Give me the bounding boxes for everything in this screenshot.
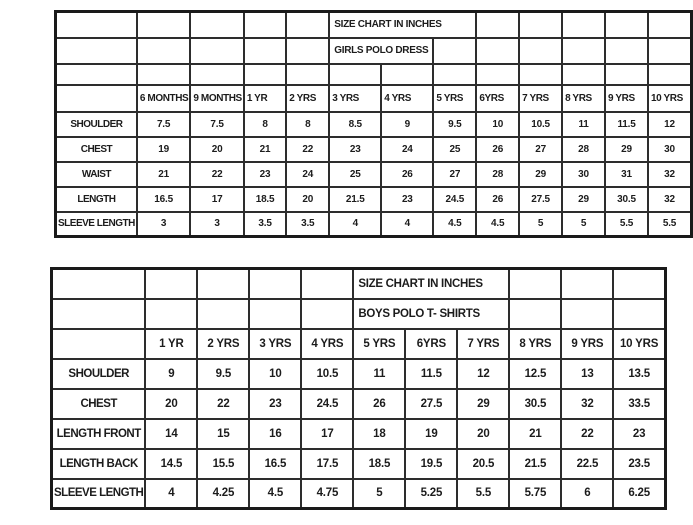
column-header: 2 YRS xyxy=(286,85,329,112)
size-value-cell: 4.25 xyxy=(197,479,249,509)
size-value-cell: 3.5 xyxy=(286,212,329,237)
size-value-cell: 5 xyxy=(562,212,605,237)
size-value-cell: 17.5 xyxy=(301,449,353,479)
column-header: 6YRS xyxy=(476,85,519,112)
size-value-cell: 26 xyxy=(476,187,519,212)
size-value-cell: 4 xyxy=(381,212,433,237)
size-chart-title: SIZE CHART IN INCHES xyxy=(329,12,476,38)
size-value-cell: 3.5 xyxy=(244,212,286,237)
size-value-cell: 15.5 xyxy=(197,449,249,479)
empty-cell xyxy=(648,12,692,38)
table-row xyxy=(52,479,666,509)
empty-cell xyxy=(613,269,665,299)
spacer-cell xyxy=(56,64,137,85)
size-value-cell: 11.5 xyxy=(605,112,648,137)
column-header: 7 YRS xyxy=(519,85,562,112)
spacer-cell xyxy=(562,64,605,85)
spacer-cell xyxy=(190,64,243,85)
column-header: 9 YRS xyxy=(561,329,613,359)
size-value-cell: 23 xyxy=(381,187,433,212)
size-value-cell: 17 xyxy=(190,187,243,212)
size-value-cell: 18.5 xyxy=(353,449,405,479)
table-row xyxy=(56,112,692,137)
empty-cell xyxy=(561,269,613,299)
size-value-cell: 23 xyxy=(329,137,381,162)
size-value-cell: 22 xyxy=(286,137,329,162)
size-value-cell: 9 xyxy=(381,112,433,137)
size-value-cell: 6 xyxy=(561,479,613,509)
table-row xyxy=(56,137,692,162)
banner-row xyxy=(56,12,692,38)
empty-cell xyxy=(433,38,476,64)
size-value-cell: 8.5 xyxy=(329,112,381,137)
size-value-cell: 22 xyxy=(190,162,243,187)
column-header: 9 YRS xyxy=(605,85,648,112)
size-chart-title: SIZE CHART IN INCHES xyxy=(353,269,509,299)
size-value-cell: 27 xyxy=(433,162,476,187)
size-value-cell: 5 xyxy=(519,212,562,237)
empty-cell xyxy=(519,38,562,64)
size-value-cell: 26 xyxy=(381,162,433,187)
empty-cell xyxy=(137,38,190,64)
size-value-cell: 3 xyxy=(190,212,243,237)
size-value-cell: 22 xyxy=(197,389,249,419)
empty-cell xyxy=(145,269,197,299)
empty-cell xyxy=(56,85,137,112)
column-header: 2 YRS xyxy=(197,329,249,359)
size-value-cell: 3 xyxy=(137,212,190,237)
size-value-cell: 21 xyxy=(137,162,190,187)
size-value-cell: 22.5 xyxy=(561,449,613,479)
size-value-cell: 16.5 xyxy=(137,187,190,212)
size-value-cell: 28 xyxy=(562,137,605,162)
size-value-cell: 29 xyxy=(605,137,648,162)
size-chart-subtitle: BOYS POLO T- SHIRTS xyxy=(353,299,509,329)
empty-cell xyxy=(52,269,146,299)
empty-cell xyxy=(519,12,562,38)
empty-cell xyxy=(476,12,519,38)
size-value-cell: 21.5 xyxy=(329,187,381,212)
table-row xyxy=(52,449,666,479)
size-value-cell: 5 xyxy=(353,479,405,509)
row-label: LENGTH xyxy=(56,187,137,212)
row-label: SLEEVE LENGTH xyxy=(52,479,146,509)
row-label: SHOULDER xyxy=(56,112,137,137)
size-value-cell: 10 xyxy=(476,112,519,137)
column-header: 5 YRS xyxy=(353,329,405,359)
size-value-cell: 21.5 xyxy=(509,449,561,479)
size-value-cell: 26 xyxy=(353,389,405,419)
empty-cell xyxy=(605,12,648,38)
column-header: 10 YRS xyxy=(613,329,665,359)
spacer-cell xyxy=(433,64,476,85)
size-value-cell: 12 xyxy=(457,359,509,389)
size-value-cell: 20 xyxy=(145,389,197,419)
empty-cell xyxy=(509,299,561,329)
size-value-cell: 14 xyxy=(145,419,197,449)
size-value-cell: 5.5 xyxy=(605,212,648,237)
empty-cell xyxy=(613,299,665,329)
size-value-cell: 9 xyxy=(145,359,197,389)
column-header: 6 MONTHS xyxy=(137,85,190,112)
empty-cell xyxy=(648,38,692,64)
size-value-cell: 20 xyxy=(190,137,243,162)
empty-cell xyxy=(56,38,137,64)
column-header: 3 YRS xyxy=(249,329,301,359)
row-label: CHEST xyxy=(56,137,137,162)
size-value-cell: 13.5 xyxy=(613,359,665,389)
size-value-cell: 28 xyxy=(476,162,519,187)
size-value-cell: 18 xyxy=(353,419,405,449)
size-value-cell: 25 xyxy=(433,137,476,162)
size-value-cell: 4 xyxy=(145,479,197,509)
row-label: SLEEVE LENGTH xyxy=(56,212,137,237)
size-value-cell: 18.5 xyxy=(244,187,286,212)
size-value-cell: 11.5 xyxy=(405,359,457,389)
boys-size-chart-table xyxy=(50,267,667,510)
size-value-cell: 4.5 xyxy=(249,479,301,509)
header-row xyxy=(52,329,666,359)
size-value-cell: 19 xyxy=(405,419,457,449)
empty-cell xyxy=(301,269,353,299)
size-value-cell: 4 xyxy=(329,212,381,237)
size-value-cell: 5.75 xyxy=(509,479,561,509)
size-value-cell: 6.25 xyxy=(613,479,665,509)
size-value-cell: 20.5 xyxy=(457,449,509,479)
empty-cell xyxy=(476,38,519,64)
column-header: 1 YR xyxy=(145,329,197,359)
size-value-cell: 24.5 xyxy=(433,187,476,212)
table-row xyxy=(52,389,666,419)
size-value-cell: 24 xyxy=(381,137,433,162)
column-header: 10 YRS xyxy=(648,85,692,112)
row-label: CHEST xyxy=(52,389,146,419)
empty-cell xyxy=(286,38,329,64)
size-value-cell: 23 xyxy=(244,162,286,187)
size-value-cell: 25 xyxy=(329,162,381,187)
size-value-cell: 30.5 xyxy=(605,187,648,212)
size-value-cell: 10.5 xyxy=(519,112,562,137)
empty-cell xyxy=(52,329,146,359)
size-value-cell: 30 xyxy=(562,162,605,187)
row-label: SHOULDER xyxy=(52,359,146,389)
size-chart-subtitle: GIRLS POLO DRESS xyxy=(329,38,433,64)
empty-cell xyxy=(145,299,197,329)
empty-cell xyxy=(56,12,137,38)
spacer-cell xyxy=(329,64,381,85)
table-row xyxy=(52,419,666,449)
column-header: 7 YRS xyxy=(457,329,509,359)
size-value-cell: 8 xyxy=(286,112,329,137)
empty-cell xyxy=(244,38,286,64)
size-value-cell: 19 xyxy=(137,137,190,162)
spacer-cell xyxy=(286,64,329,85)
spacer-cell xyxy=(519,64,562,85)
column-header: 8 YRS xyxy=(509,329,561,359)
empty-cell xyxy=(249,269,301,299)
size-value-cell: 8 xyxy=(244,112,286,137)
size-value-cell: 7.5 xyxy=(137,112,190,137)
row-label: LENGTH FRONT xyxy=(52,419,146,449)
size-value-cell: 22 xyxy=(561,419,613,449)
empty-cell xyxy=(190,12,243,38)
size-value-cell: 16 xyxy=(249,419,301,449)
size-value-cell: 29 xyxy=(562,187,605,212)
empty-cell xyxy=(197,269,249,299)
empty-cell xyxy=(562,38,605,64)
size-value-cell: 23 xyxy=(249,389,301,419)
empty-cell xyxy=(137,12,190,38)
size-value-cell: 12.5 xyxy=(509,359,561,389)
size-value-cell: 14.5 xyxy=(145,449,197,479)
size-value-cell: 32 xyxy=(561,389,613,419)
column-header: 4 YRS xyxy=(301,329,353,359)
size-value-cell: 32 xyxy=(648,162,692,187)
empty-cell xyxy=(197,299,249,329)
size-value-cell: 16.5 xyxy=(249,449,301,479)
spacer-cell xyxy=(381,64,433,85)
banner-row xyxy=(52,269,666,299)
table-row xyxy=(56,212,692,237)
size-value-cell: 12 xyxy=(648,112,692,137)
size-value-cell: 29 xyxy=(457,389,509,419)
empty-cell xyxy=(52,299,146,329)
size-value-cell: 9.5 xyxy=(197,359,249,389)
size-value-cell: 11 xyxy=(353,359,405,389)
size-value-cell: 26 xyxy=(476,137,519,162)
size-value-cell: 15 xyxy=(197,419,249,449)
size-value-cell: 30 xyxy=(648,137,692,162)
table-row xyxy=(56,187,692,212)
size-value-cell: 5.5 xyxy=(648,212,692,237)
size-value-cell: 10 xyxy=(249,359,301,389)
size-value-cell: 19.5 xyxy=(405,449,457,479)
size-value-cell: 20 xyxy=(286,187,329,212)
size-value-cell: 13 xyxy=(561,359,613,389)
size-value-cell: 21 xyxy=(244,137,286,162)
size-value-cell: 4.5 xyxy=(476,212,519,237)
size-value-cell: 7.5 xyxy=(190,112,243,137)
column-header: 1 YR xyxy=(244,85,286,112)
size-value-cell: 27.5 xyxy=(519,187,562,212)
empty-cell xyxy=(301,299,353,329)
size-value-cell: 21 xyxy=(509,419,561,449)
size-value-cell: 31 xyxy=(605,162,648,187)
column-header: 9 MONTHS xyxy=(190,85,243,112)
size-value-cell: 17 xyxy=(301,419,353,449)
size-value-cell: 4.75 xyxy=(301,479,353,509)
size-value-cell: 23.5 xyxy=(613,449,665,479)
empty-cell xyxy=(509,269,561,299)
empty-cell xyxy=(244,12,286,38)
table-row xyxy=(56,162,692,187)
table-row xyxy=(52,359,666,389)
spacer-cell xyxy=(648,64,692,85)
size-value-cell: 5.25 xyxy=(405,479,457,509)
size-value-cell: 24.5 xyxy=(301,389,353,419)
banner-row xyxy=(56,38,692,64)
column-header: 5 YRS xyxy=(433,85,476,112)
empty-cell xyxy=(562,12,605,38)
empty-cell xyxy=(286,12,329,38)
empty-cell xyxy=(605,38,648,64)
size-value-cell: 24 xyxy=(286,162,329,187)
column-header: 3 YRS xyxy=(329,85,381,112)
empty-cell xyxy=(249,299,301,329)
spacer-row xyxy=(56,64,692,85)
row-label: WAIST xyxy=(56,162,137,187)
empty-cell xyxy=(561,299,613,329)
size-value-cell: 27 xyxy=(519,137,562,162)
spacer-cell xyxy=(476,64,519,85)
spacer-cell xyxy=(244,64,286,85)
spacer-cell xyxy=(137,64,190,85)
row-label: LENGTH BACK xyxy=(52,449,146,479)
size-value-cell: 32 xyxy=(648,187,692,212)
size-value-cell: 30.5 xyxy=(509,389,561,419)
size-value-cell: 4.5 xyxy=(433,212,476,237)
size-value-cell: 9.5 xyxy=(433,112,476,137)
header-row xyxy=(56,85,692,112)
size-value-cell: 27.5 xyxy=(405,389,457,419)
size-value-cell: 5.5 xyxy=(457,479,509,509)
size-value-cell: 29 xyxy=(519,162,562,187)
size-value-cell: 10.5 xyxy=(301,359,353,389)
column-header: 8 YRS xyxy=(562,85,605,112)
column-header: 6YRS xyxy=(405,329,457,359)
column-header: 4 YRS xyxy=(381,85,433,112)
empty-cell xyxy=(190,38,243,64)
spacer-cell xyxy=(605,64,648,85)
banner-row xyxy=(52,299,666,329)
size-value-cell: 33.5 xyxy=(613,389,665,419)
size-value-cell: 11 xyxy=(562,112,605,137)
size-value-cell: 20 xyxy=(457,419,509,449)
girls-size-chart-table xyxy=(54,10,693,238)
size-value-cell: 23 xyxy=(613,419,665,449)
